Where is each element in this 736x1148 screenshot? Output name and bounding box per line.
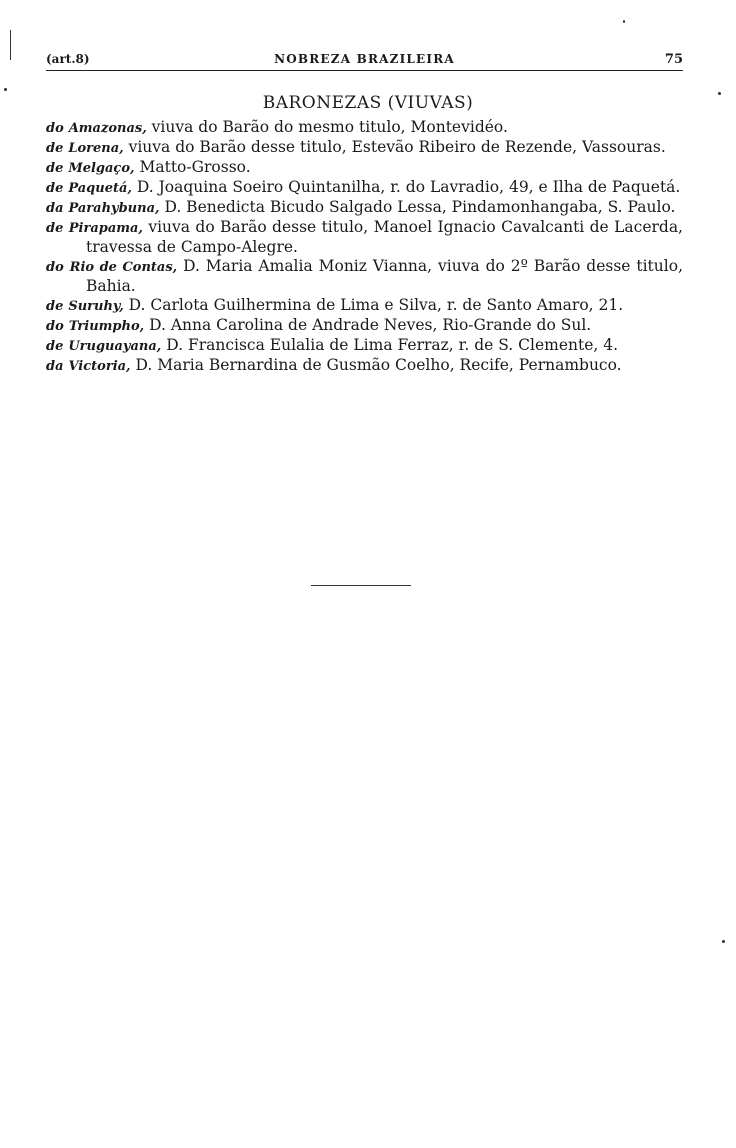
entry <box>46 296 683 316</box>
scan-speck <box>623 20 625 23</box>
entry-text: viuva do Barão desse titulo, Estevão Ribeiro de Rezende, Vassouras. <box>123 138 666 156</box>
entry-prefix: do <box>46 319 64 334</box>
entry-title: Triumpho, <box>68 319 145 334</box>
scan-edge-mark <box>10 30 11 60</box>
entry-text: viuva do Barão do mesmo titulo, Montevidéo. <box>146 118 508 136</box>
entry-title: Uruguayana, <box>68 339 162 354</box>
entry-text: D. Carlota Guilhermina de Lima e Silva, r. de Santo Amaro, 21. <box>123 296 624 314</box>
entry-text: D. Francisca Eulalia de Lima Ferraz, r. de S. Clemente, 4. <box>161 336 619 354</box>
entry-prefix: da <box>46 201 64 216</box>
entry-title: Parahybuna, <box>68 201 160 216</box>
scan-speck <box>718 92 721 95</box>
entry-title: Victoria, <box>68 359 131 374</box>
entry-text: viuva do Barão desse titulo, Manoel Ignacio Cavalcanti de Lacerda, travessa de Campo-Alegre. <box>86 218 683 256</box>
entry <box>46 316 683 336</box>
entry-prefix: de <box>46 299 64 314</box>
entry-title: Pirapama, <box>68 221 143 236</box>
entry <box>46 118 683 138</box>
entry-text: Matto-Grosso. <box>134 158 251 176</box>
closing-rule <box>311 585 411 586</box>
entry <box>46 218 683 257</box>
entry-title: Melgaço, <box>68 161 135 176</box>
entry <box>46 336 683 356</box>
header-book-title: NOBREZA BRAZILEIRA <box>274 52 455 66</box>
entry-prefix: de <box>46 221 64 236</box>
entry <box>46 138 683 158</box>
entry-title: Amazonas, <box>68 121 147 136</box>
entry-prefix: de <box>46 141 64 156</box>
running-header <box>46 52 683 71</box>
entry-text: D. Maria Bernardina de Gusmão Coelho, Recife, Pernambuco. <box>130 356 622 374</box>
entry-text: D. Maria Amalia Moniz Vianna, viuva do 2º Barão desse titulo, Bahia. <box>86 257 683 295</box>
entry <box>46 178 683 198</box>
entry-list <box>46 118 683 376</box>
entry-prefix: de <box>46 181 64 196</box>
entry-text: D. Joaquina Soeiro Quintanilha, r. do Lavradio, 49, e Ilha de Paquetá. <box>131 178 681 196</box>
entry-prefix: da <box>46 359 64 374</box>
entry <box>46 257 683 296</box>
entry <box>46 158 683 178</box>
entry <box>46 356 683 376</box>
entry-title: Lorena, <box>68 141 124 156</box>
scan-speck <box>722 940 725 943</box>
entry-title: Paquetá, <box>68 181 132 196</box>
scan-speck <box>4 88 7 91</box>
entry-text: D. Anna Carolina de Andrade Neves, Rio-Grande do Sul. <box>144 316 592 334</box>
entry-prefix: de <box>46 161 64 176</box>
entry-text: D. Benedicta Bicudo Salgado Lessa, Pindamonhangaba, S. Paulo. <box>159 198 676 216</box>
entry-title: Rio de Contas, <box>69 260 178 275</box>
header-article-ref: (art.8) <box>46 52 90 66</box>
entry-prefix: do <box>46 260 64 275</box>
entry-prefix: do <box>46 121 64 136</box>
page-number: 75 <box>664 52 683 67</box>
entry <box>46 198 683 218</box>
entry-prefix: de <box>46 339 64 354</box>
section-title: BARONEZAS (VIUVAS) <box>262 93 474 113</box>
entry-title: Suruhy, <box>68 299 124 314</box>
